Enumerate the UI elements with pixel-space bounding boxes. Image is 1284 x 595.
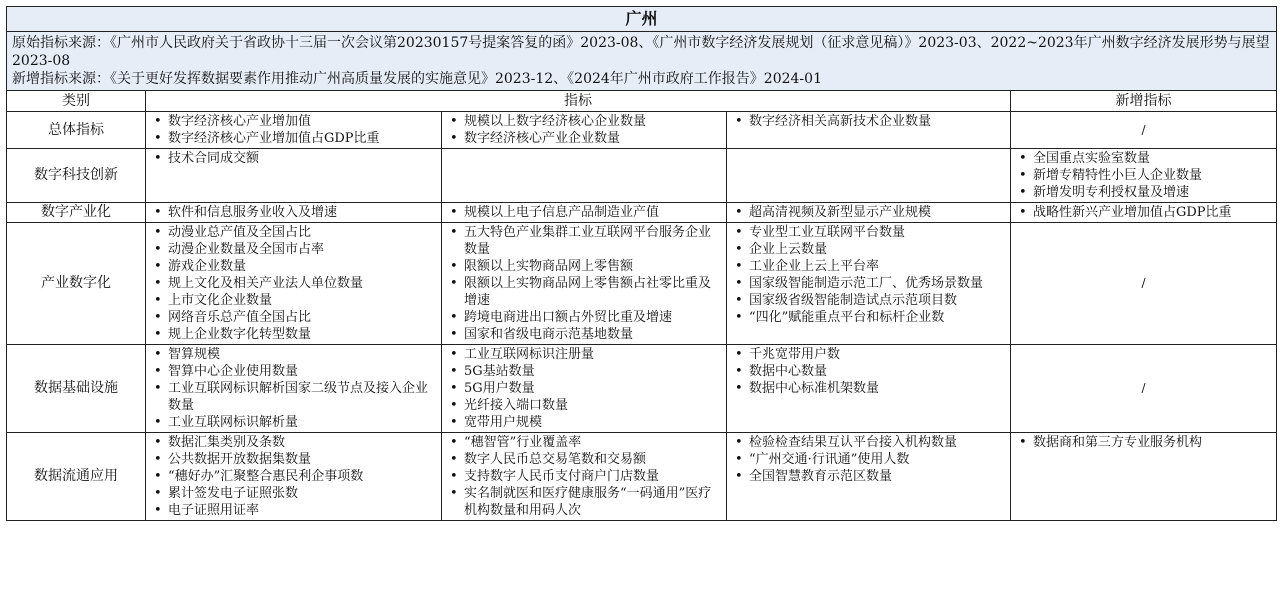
- list-item: • 数据中心标准机架数量: [731, 380, 1006, 397]
- list-item: • 实名制就医和医疗健康服务“一码通用”医疗机构数量和用码人次: [446, 485, 722, 519]
- list-item: • 智算规模: [150, 346, 437, 363]
- list-item: • 规模以上数字经济核心企业数量: [446, 113, 722, 130]
- indicator-list: [150, 204, 437, 221]
- list-item: • 动漫企业数量及全国市占率: [150, 241, 437, 258]
- indicator-list: [446, 434, 722, 519]
- indicator-cell: [727, 112, 1011, 149]
- new-indicator-cell: [1011, 203, 1277, 223]
- list-item: • 检验检查结果互认平台接入机构数量: [731, 434, 1006, 451]
- list-item: • 工业企业上云上平台率: [731, 258, 1006, 275]
- list-item: • 数据汇集类别及条数: [150, 434, 437, 451]
- indicator-list: [446, 113, 722, 147]
- list-item: • 战略性新兴产业增加值占GDP比重: [1015, 204, 1272, 221]
- list-item: • “四化”赋能重点平台和标杆企业数: [731, 309, 1006, 326]
- list-item: • 规模以上电子信息产品制造业产值: [446, 204, 722, 221]
- list-item: • 限额以上实物商品网上零售额占社零比重及增速: [446, 275, 722, 309]
- new-indicator-cell: [1011, 149, 1277, 203]
- list-item: • 数字经济核心产业增加值占GDP比重: [150, 130, 437, 147]
- empty-placeholder: /: [1011, 112, 1277, 149]
- indicator-list: [150, 434, 437, 519]
- list-item: • 支持数字人民币支付商户门店数量: [446, 468, 722, 485]
- indicator-list: [150, 113, 437, 147]
- list-item: • 工业互联网标识解析量: [150, 414, 437, 431]
- indicator-list: [731, 224, 1006, 326]
- list-item: • “穗好办”汇聚整合惠民利企事项数: [150, 468, 437, 485]
- indicator-cell: [727, 203, 1011, 223]
- list-item: • 网络音乐总产值全国占比: [150, 309, 437, 326]
- indicator-cell: [727, 345, 1011, 433]
- header-row: [7, 91, 1277, 112]
- indicator-cell: [727, 223, 1011, 345]
- indicator-cell: [146, 433, 442, 521]
- list-item: • 数字经济核心产业增加值: [150, 113, 437, 130]
- list-item: • 动漫业总产值及全国占比: [150, 224, 437, 241]
- list-item: • 国家级省级智能制造试点示范项目数: [731, 292, 1006, 309]
- list-item: • 数字经济相关高新技术企业数量: [731, 113, 1006, 130]
- list-item: • 企业上云数量: [731, 241, 1006, 258]
- indicator-list: [150, 346, 437, 431]
- source-row: [7, 32, 1277, 91]
- list-item: • 软件和信息服务业收入及增速: [150, 204, 437, 221]
- empty-placeholder: /: [1011, 223, 1277, 345]
- new-indicator-cell: [1011, 433, 1277, 521]
- list-item: • 数字人民币总交易笔数和交易额: [446, 451, 722, 468]
- original-source-text: 原始指标来源：《广州市人民政府关于省政协十三届一次会议第20230157号提案答复的函》2023-08、《广州市数字经济发展规划（征求意见稿）》2023-03、2022~2023年广州数字经济发展形势与展望2023-08: [12, 35, 1270, 69]
- indicator-cell: [146, 112, 442, 149]
- list-item: • 新增专精特性小巨人企业数量: [1015, 167, 1272, 184]
- indicator-cell: [146, 345, 442, 433]
- list-item: • 五大特色产业集群工业互联网平台服务企业数量: [446, 224, 722, 258]
- table-row: [7, 433, 1277, 521]
- list-item: • 跨境电商进出口额占外贸比重及增速: [446, 309, 722, 326]
- indicator-list: [731, 434, 1006, 485]
- category-cell: 数字产业化: [7, 203, 146, 223]
- indicator-cell: [146, 203, 442, 223]
- indicator-cell: [442, 203, 727, 223]
- header-category: 类别: [7, 91, 146, 112]
- indicator-list: [1015, 434, 1272, 451]
- list-item: • 工业互联网标识注册量: [446, 346, 722, 363]
- indicator-cell: [727, 149, 1011, 203]
- list-item: • 宽带用户规模: [446, 414, 722, 431]
- list-item: • 规上企业数字化转型数量: [150, 326, 437, 343]
- table-body: [7, 112, 1277, 521]
- indicator-list: [1015, 204, 1272, 221]
- list-item: • 游戏企业数量: [150, 258, 437, 275]
- indicator-cell: [442, 223, 727, 345]
- list-item: • “广州交通·行讯通”使用人数: [731, 451, 1006, 468]
- indicator-list: [731, 204, 1006, 221]
- header-new-indicators: 新增指标: [1011, 91, 1277, 112]
- list-item: • 规上文化及相关产业法人单位数量: [150, 275, 437, 292]
- indicator-list: [1015, 150, 1272, 201]
- table-row: [7, 112, 1277, 149]
- title-row: [7, 7, 1277, 32]
- category-cell: 数字科技创新: [7, 149, 146, 203]
- empty-placeholder: /: [1011, 345, 1277, 433]
- indicator-list: [150, 150, 437, 167]
- list-item: • 超高清视频及新型显示产业规模: [731, 204, 1006, 221]
- list-item: • 光纤接入端口数量: [446, 397, 722, 414]
- table-row: [7, 203, 1277, 223]
- list-item: • 智算中心企业使用数量: [150, 363, 437, 380]
- indicator-list: [150, 224, 437, 343]
- indicator-cell: [442, 149, 727, 203]
- list-item: • 上市文化企业数量: [150, 292, 437, 309]
- indicator-cell: [442, 345, 727, 433]
- list-item: • “穗智管”行业覆盖率: [446, 434, 722, 451]
- list-item: • 专业型工业互联网平台数量: [731, 224, 1006, 241]
- table-title: 广州: [7, 7, 1277, 32]
- category-cell: 数据基础设施: [7, 345, 146, 433]
- indicator-cell: [727, 433, 1011, 521]
- indicator-table-page: [6, 6, 1276, 521]
- list-item: • 电子证照用证率: [150, 502, 437, 519]
- indicator-cell: [146, 223, 442, 345]
- table-row: [7, 223, 1277, 345]
- list-item: • 国家和省级电商示范基地数量: [446, 326, 722, 343]
- indicator-list: [446, 346, 722, 431]
- list-item: • 工业互联网标识解析国家二级节点及接入企业数量: [150, 380, 437, 414]
- list-item: • 全国重点实验室数量: [1015, 150, 1272, 167]
- list-item: • 累计签发电子证照张数: [150, 485, 437, 502]
- category-cell: 产业数字化: [7, 223, 146, 345]
- table-row: [7, 345, 1277, 433]
- list-item: • 技术合同成交额: [150, 150, 437, 167]
- list-item: • 数字经济核心产业企业数量: [446, 130, 722, 147]
- list-item: • 数据中心数量: [731, 363, 1006, 380]
- list-item: • 全国智慧教育示范区数量: [731, 468, 1006, 485]
- list-item: • 新增发明专利授权量及增速: [1015, 184, 1272, 201]
- list-item: • 5G基站数量: [446, 363, 722, 380]
- source-cell: [7, 32, 1277, 91]
- list-item: • 限额以上实物商品网上零售额: [446, 258, 722, 275]
- indicator-cell: [442, 433, 727, 521]
- list-item: • 公共数据开放数据集数量: [150, 451, 437, 468]
- list-item: • 千兆宽带用户数: [731, 346, 1006, 363]
- table-row: [7, 149, 1277, 203]
- indicator-list: [731, 113, 1006, 130]
- list-item: • 5G用户数量: [446, 380, 722, 397]
- list-item: • 数据商和第三方专业服务机构: [1015, 434, 1272, 451]
- category-cell: 总体指标: [7, 112, 146, 149]
- category-cell: 数据流通应用: [7, 433, 146, 521]
- indicator-list: [446, 204, 722, 221]
- new-source-text: 新增指标来源：《关于更好发挥数据要素作用推动广州高质量发展的实施意见》2023-12、《2024年广州市政府工作报告》2024-01: [12, 71, 822, 87]
- header-indicators: 指标: [146, 91, 1011, 112]
- indicator-table: [6, 6, 1277, 521]
- indicator-list: [446, 224, 722, 343]
- indicator-list: [731, 346, 1006, 397]
- list-item: • 国家级智能制造示范工厂、优秀场景数量: [731, 275, 1006, 292]
- indicator-cell: [146, 149, 442, 203]
- indicator-cell: [442, 112, 727, 149]
